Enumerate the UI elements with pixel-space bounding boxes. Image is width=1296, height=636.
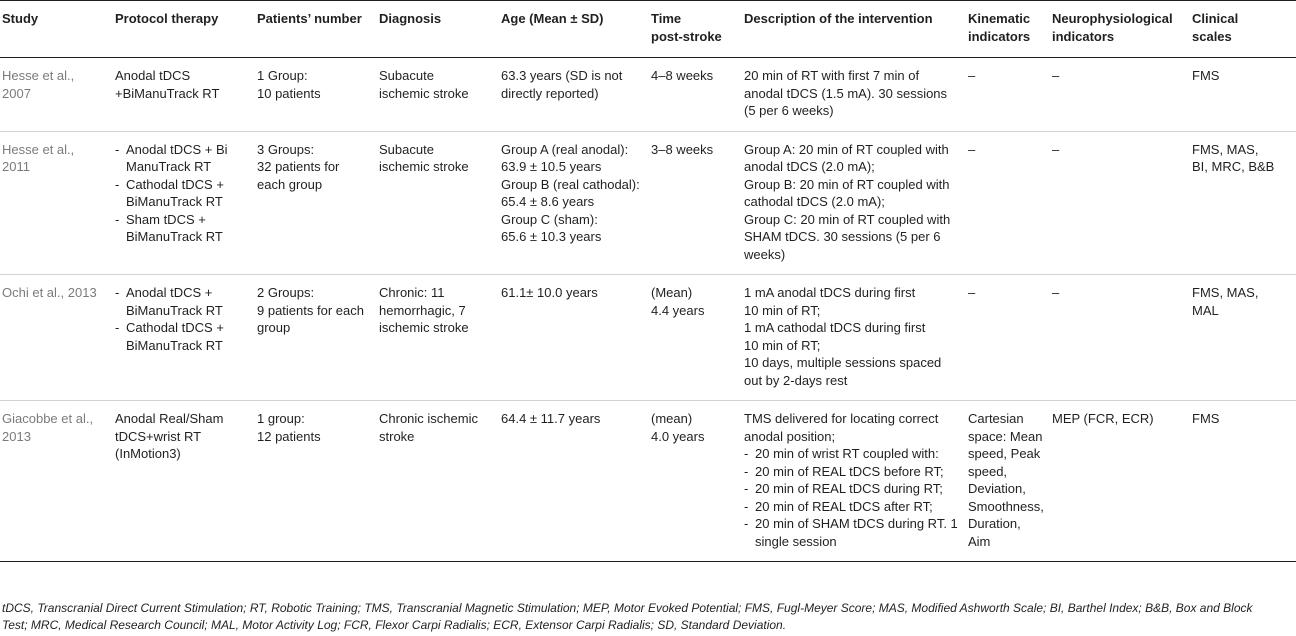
age-cell: 61.1± 10.0 years (497, 275, 647, 401)
list-item: - Cathodal tDCS + BiManuTrack RT (115, 176, 224, 209)
footnote-line: tDCS, Transcranial Direct Current Stimulation; RT, Robotic Training; TMS, Transcranial Magnetic Stimulation; MEP, Motor Evoked Potential; FMS, Fugl-Meyer Score; MAS, Modified Ashworth Scale; BI, Barthel Index; B&B, Box and Block (2, 601, 1253, 615)
time-cell: (Mean) 4.4 years (647, 275, 740, 401)
header-age: Age (Mean ± SD) (497, 1, 647, 58)
neuro-cell: MEP (FCR, ECR) (1048, 401, 1188, 562)
table-footnote (2, 600, 1292, 634)
list-item: - 20 min of REAL tDCS during RT; (744, 481, 943, 496)
list-item: - 20 min of REAL tDCS before RT; (744, 463, 944, 479)
study-cell[interactable]: Hesse et al., 2011 (0, 131, 111, 275)
neuro-cell: – (1048, 275, 1188, 401)
protocol-cell (111, 275, 253, 401)
header-diagnosis: Diagnosis (375, 1, 497, 58)
table-row (0, 58, 1296, 132)
diagnosis-cell: Chronic ischemic stroke (375, 401, 497, 562)
study-cell[interactable]: Giacobbe et al., 2013 (0, 401, 111, 562)
list-item: - 20 min of REAL tDCS after RT; (744, 498, 933, 514)
header-time: Time post-stroke (647, 1, 740, 58)
table-row (0, 131, 1296, 275)
kinematic-cell: – (964, 275, 1048, 401)
protocol-cell: Anodal Real/Sham tDCS+wrist RT (InMotion3) (111, 401, 253, 562)
list-item: - 20 min of wrist RT coupled with: (744, 446, 939, 461)
patients-cell: 1 group: 12 patients (253, 401, 375, 562)
list-item: - Sham tDCS + BiManuTrack RT (115, 211, 223, 244)
header-kinematic: Kinematic indicators (964, 1, 1048, 58)
study-cell[interactable]: Ochi et al., 2013 (0, 275, 111, 401)
patients-cell: 3 Groups: 32 patients for each group (253, 131, 375, 275)
header-neurophysiological: Neurophysiological indicators (1048, 1, 1188, 58)
neuro-cell: – (1048, 131, 1188, 275)
description-cell: 1 mA anodal tDCS during first 10 min of RT; 1 mA cathodal tDCS during first 10 min of RT; 10 days, multiple sessions spaced out by 2-days rest (740, 275, 964, 401)
table-row (0, 401, 1296, 562)
patients-cell: 2 Groups: 9 patients for each group (253, 275, 375, 401)
clinical-cell: FMS, MAS, MAL (1188, 275, 1296, 401)
header-patients: Patients’ number (253, 1, 375, 58)
kinematic-cell: Cartesian space: Mean speed, Peak speed, Deviation, Smoothness, Duration, Aim (964, 401, 1048, 562)
diagnosis-cell: Chronic: 11 hemorrhagic, 7 ischemic stroke (375, 275, 497, 401)
neuro-cell: – (1048, 58, 1188, 132)
clinical-cell: FMS, MAS, BI, MRC, B&B (1188, 131, 1296, 275)
kinematic-cell: – (964, 58, 1048, 132)
diagnosis-cell: Subacute ischemic stroke (375, 131, 497, 275)
time-cell: (mean) 4.0 years (647, 401, 740, 562)
header-description: Description of the intervention (740, 1, 964, 58)
kinematic-cell: – (964, 131, 1048, 275)
footnote-line: Test; MRC, Medical Research Council; MAL, Motor Activity Log; FCR, Flexor Carpi Radialis; ECR, Extensor Carpi Radialis; SD, Standard Deviation. (2, 618, 787, 632)
protocol-cell: Anodal tDCS +BiManuTrack RT (111, 58, 253, 132)
list-item: - Anodal tDCS + Bi ManuTrack RT (115, 141, 228, 174)
description-cell: TMS delivered for locating correct anodal position; - 20 min of wrist RT coupled with: - 20 min of REAL tDCS before RT; - 20 min of REAL tDCS during RT; - 20 min of REAL tDCS after RT; - 20 min of SHAM tDCS during RT. 1 single session (740, 401, 964, 562)
list-item: - Anodal tDCS + BiManuTrack RT (115, 285, 223, 318)
time-cell: 4–8 weeks (647, 58, 740, 132)
header-protocol: Protocol therapy (111, 1, 253, 58)
diagnosis-cell: Subacute ischemic stroke (375, 58, 497, 132)
clinical-cell: FMS (1188, 58, 1296, 132)
list-item: - Cathodal tDCS + BiManuTrack RT (115, 320, 224, 353)
header-row (0, 1, 1296, 58)
list-item: - 20 min of SHAM tDCS during RT. 1 single session (744, 516, 958, 549)
header-clinical: Clinical scales (1188, 1, 1296, 58)
description-cell: 20 min of RT with first 7 min of anodal tDCS (1.5 mA). 30 sessions (5 per 6 weeks) (740, 58, 964, 132)
age-cell: Group A (real anodal): 63.9 ± 10.5 years Group B (real cathodal): 65.4 ± 8.6 years Group C (sham): 65.6 ± 10.3 years (497, 131, 647, 275)
description-cell: Group A: 20 min of RT coupled with anodal tDCS (2.0 mA); Group B: 20 min of RT coupled with cathodal tDCS (2.0 mA); Group C: 20 min of RT coupled with SHAM tDCS. 30 sessions (5 per 6 weeks) (740, 131, 964, 275)
table-row (0, 275, 1296, 401)
patients-cell: 1 Group: 10 patients (253, 58, 375, 132)
clinical-cell: FMS (1188, 401, 1296, 562)
protocol-cell (111, 131, 253, 275)
study-cell[interactable]: Hesse et al., 2007 (0, 58, 111, 132)
age-cell: 63.3 years (SD is not directly reported) (497, 58, 647, 132)
header-study: Study (0, 1, 111, 58)
age-cell: 64.4 ± 11.7 years (497, 401, 647, 562)
time-cell: 3–8 weeks (647, 131, 740, 275)
